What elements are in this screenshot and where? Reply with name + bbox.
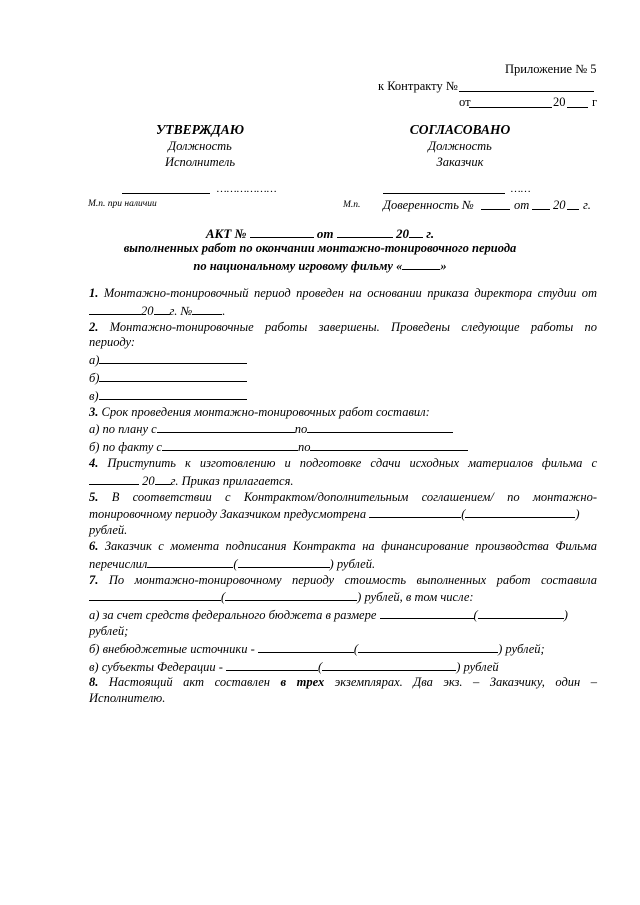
- item-4-line2: 20 г. Приказ прилагается.: [89, 472, 597, 490]
- act-year-line: [409, 225, 423, 238]
- item-7-line3: а) за счет средств федерального бюджета в размере ( ): [89, 608, 568, 623]
- item-7-line2: ( ) рублей, в том числе:: [89, 588, 597, 606]
- act-body: [89, 286, 597, 707]
- item-2-line2: периоду:: [89, 335, 136, 350]
- power-year-label: 20: [553, 198, 566, 212]
- item-1-line2: 20 г. № .: [89, 302, 597, 320]
- item-7-line5: б) внебюджетные источники - ( ) рублей;: [89, 641, 545, 656]
- power-number-line: [481, 209, 510, 210]
- item-5-line2: тонировочному периоду Заказчиком предусмотрена ( ): [89, 507, 580, 522]
- item-3-plan: а) по плану с по: [89, 420, 597, 438]
- item-3-fact: б) по факту с по: [89, 438, 597, 456]
- agree-title: СОГЛАСОВАНО: [409, 122, 511, 137]
- item-7-line1: 7. По монтажно-тонировочному периоду стоимость выполненных работ составила: [89, 572, 597, 587]
- item-5-line1: 5. В соответствии с Контрактом/дополнительным соглашением/ по монтажно-: [89, 489, 598, 504]
- act-title-line1: [0, 225, 640, 242]
- power-of-attorney-label: Доверенность №: [383, 198, 474, 212]
- item-7-line4: рублей;: [89, 623, 129, 638]
- item-1-line1: 1. Монтажно-тонировочный период проведен на основании приказа директора студии от: [89, 286, 598, 300]
- act-title-line3: [0, 257, 640, 274]
- power-date-line: [532, 209, 550, 210]
- approve-stamp-label: М.п. при наличии: [88, 199, 157, 209]
- contract-year-line: [567, 107, 588, 108]
- act-title-line2: выполненных работ по окончании монтажно-тонировочного периода: [123, 241, 517, 255]
- item-2-line1: 2. Монтажно-тонировочные работы завершены. Проведены следующие работы по: [89, 319, 597, 334]
- contract-date-line: [469, 107, 552, 108]
- approve-name-dots: ………………: [216, 183, 276, 195]
- item-2-a: а): [89, 351, 597, 369]
- agree-position: Должность: [428, 139, 492, 153]
- approve-position: Должность: [168, 139, 232, 153]
- act-number-label: АКТ №: [205, 226, 247, 241]
- contract-date-suffix: г: [592, 95, 598, 109]
- item-7-line6: в) субъекты Федерации - ( ) рублей: [89, 659, 499, 674]
- item-6-line2: перечислил ( ) рублей.: [89, 556, 376, 571]
- act-film-close: »: [440, 259, 447, 273]
- approve-role: Исполнитель: [164, 155, 236, 169]
- act-number-line: [250, 225, 314, 238]
- contract-date-year: 20: [553, 95, 566, 109]
- act-film-name-line: [402, 257, 440, 270]
- approve-title: УТВЕРЖДАЮ: [155, 122, 245, 137]
- item-8-line2: Исполнителю.: [89, 691, 166, 706]
- agree-stamp-label: М.п.: [343, 200, 361, 210]
- item-2-c: в): [89, 387, 597, 405]
- item-4-line1: 4. Приступить к изготовлению и подготовке сдачи исходных материалов фильма с: [89, 455, 598, 470]
- contract-number-label: к Контракту №: [378, 79, 458, 93]
- act-date-line: [337, 225, 393, 238]
- item-5-line3: рублей.: [89, 523, 128, 538]
- act-film-label: по национальному игровому фильму «: [193, 259, 403, 273]
- appendix-label: Приложение № 5: [505, 62, 597, 76]
- power-from-label: от: [514, 198, 530, 212]
- approve-signature-line: [122, 193, 210, 194]
- item-2-b: б): [89, 369, 597, 387]
- power-year-line: [567, 209, 579, 210]
- contract-date-from: от: [459, 95, 471, 109]
- agree-signature-line: [383, 193, 505, 194]
- power-year-suffix: г.: [583, 198, 591, 212]
- item-6-line1: 6. Заказчик с момента подписания Контракта на финансирование производства Фильма: [89, 538, 598, 553]
- agree-role: Заказчик: [436, 155, 484, 169]
- contract-number-line: [459, 91, 594, 92]
- agree-name-dots: ……: [510, 183, 530, 195]
- act-year-label: 20: [396, 226, 410, 241]
- item-3-line1: 3. Срок проведения монтажно-тонировочных работ составил:: [89, 404, 430, 419]
- item-8-line1: 8. Настоящий акт составлен в трех экземплярах. Два экз. – Заказчику, один –: [89, 675, 598, 690]
- act-year-suffix: г.: [426, 226, 435, 241]
- act-from-label: от: [316, 226, 334, 241]
